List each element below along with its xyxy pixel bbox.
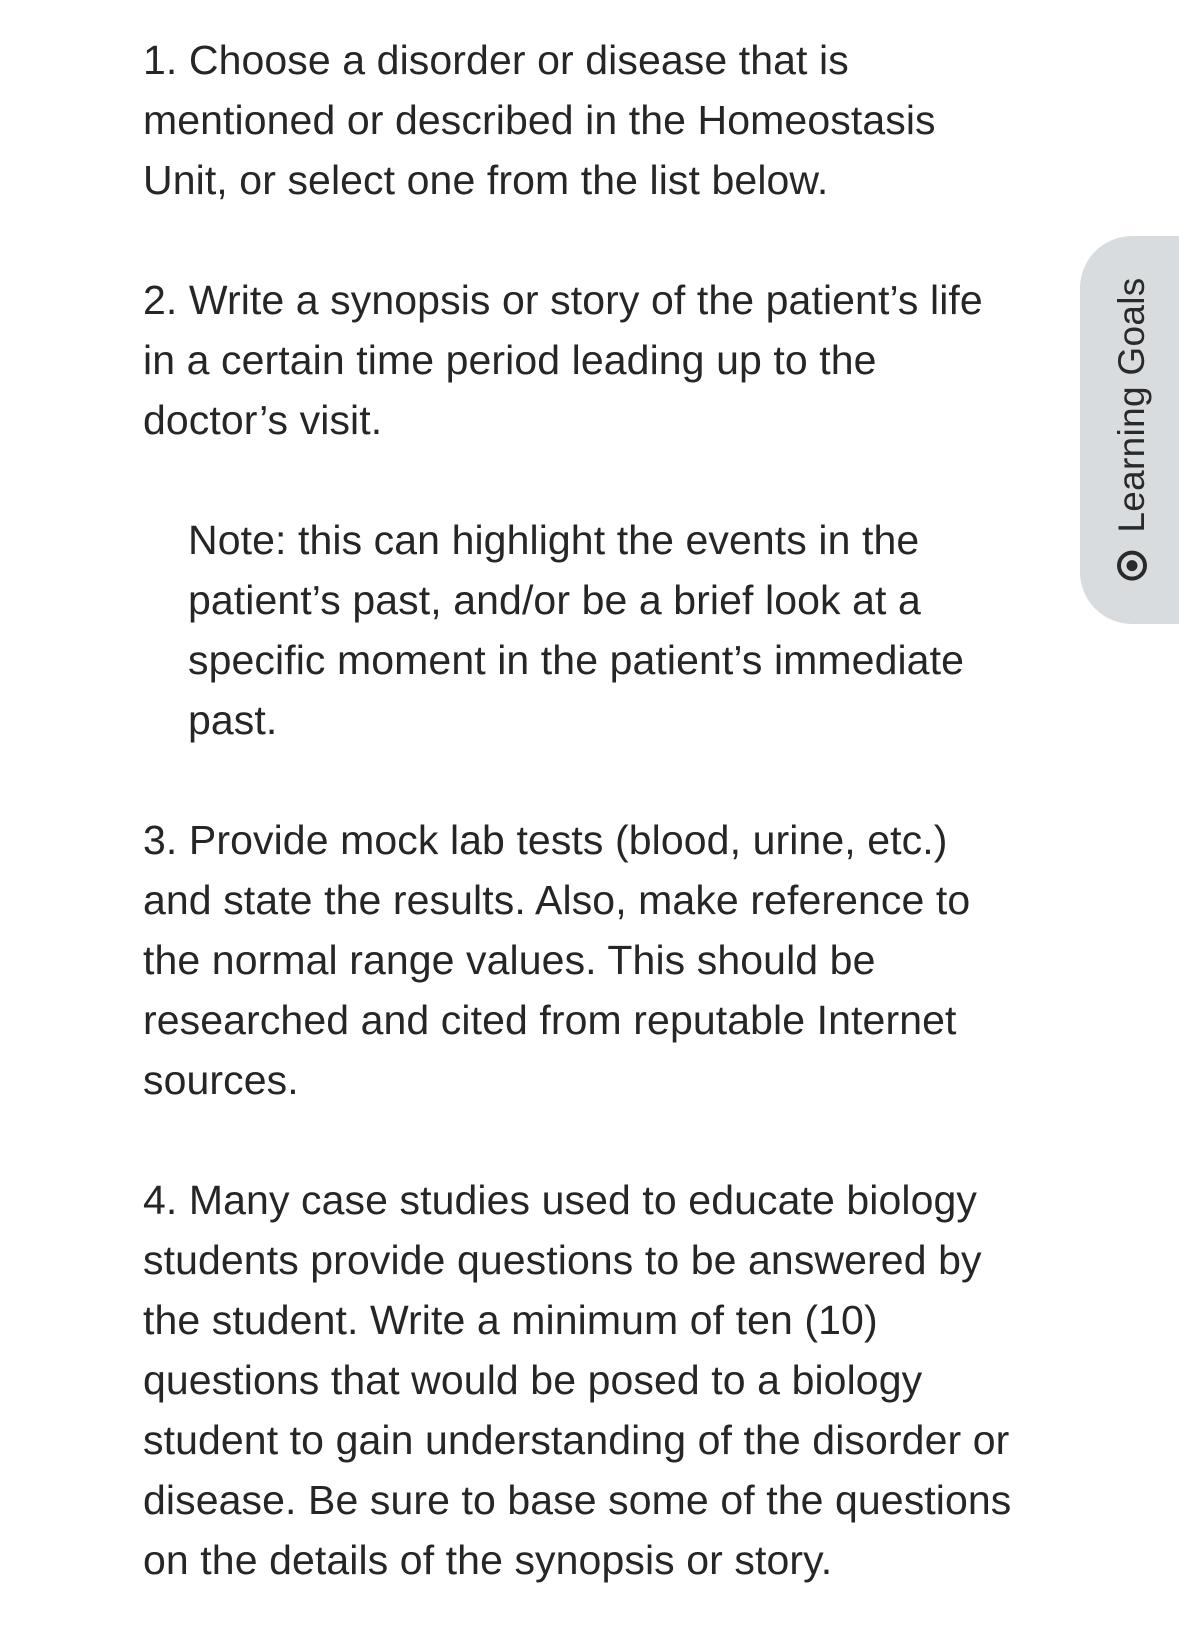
- instruction-step-1: [143, 30, 1043, 210]
- text-line: doctor’s visit.: [143, 397, 383, 443]
- text-line: researched and cited from reputable Internet: [143, 997, 957, 1043]
- target-icon: [1115, 549, 1149, 583]
- text-line: mentioned or described in the Homeostasis: [143, 97, 936, 143]
- text-line: sources.: [143, 1057, 299, 1103]
- instruction-step-2: [143, 270, 1043, 450]
- text-line: disease. Be sure to base some of the questions: [143, 1477, 1012, 1523]
- text-line: 3. Provide mock lab tests (blood, urine, etc.): [143, 817, 948, 863]
- text-line: Note: this can highlight the events in the: [188, 517, 920, 563]
- instruction-note: [143, 510, 1043, 750]
- text-line: the normal range values. This should be: [143, 937, 876, 983]
- instructions-content: [143, 30, 1043, 1590]
- text-line: past.: [188, 697, 278, 743]
- text-line: questions that would be posed to a biology: [143, 1357, 923, 1403]
- text-line: 2. Write a synopsis or story of the patient’s life: [143, 277, 983, 323]
- text-line: student to gain understanding of the disorder or: [143, 1417, 1010, 1463]
- text-line: 1. Choose a disorder or disease that is: [143, 37, 849, 83]
- learning-goals-tab[interactable]: [1080, 236, 1179, 624]
- text-line: in a certain time period leading up to the: [143, 337, 877, 383]
- text-line: students provide questions to be answered by: [143, 1237, 982, 1283]
- learning-goals-label: Learning Goals: [1111, 277, 1152, 533]
- text-line: 4. Many case studies used to educate biology: [143, 1177, 978, 1223]
- instruction-step-3: [143, 810, 1043, 1110]
- text-line: the student. Write a minimum of ten (10): [143, 1297, 878, 1343]
- instruction-step-4: [143, 1170, 1043, 1590]
- text-line: patient’s past, and/or be a brief look at a: [188, 577, 921, 623]
- text-line: on the details of the synopsis or story.: [143, 1537, 833, 1583]
- text-line: specific moment in the patient’s immediate: [188, 637, 964, 683]
- learning-goals-tab-content: [1111, 277, 1153, 582]
- text-line: and state the results. Also, make reference to: [143, 877, 971, 923]
- text-line: Unit, or select one from the list below.: [143, 157, 829, 203]
